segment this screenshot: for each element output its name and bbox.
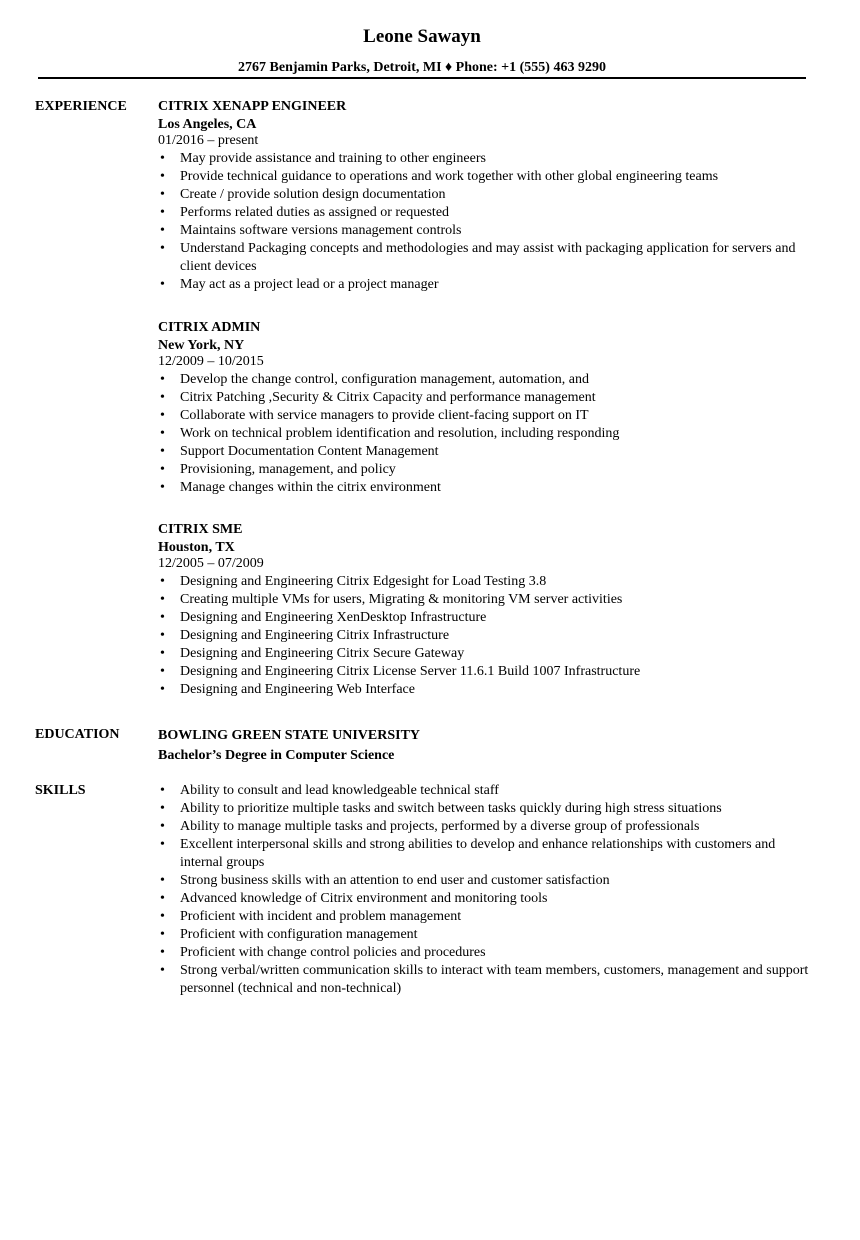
job-bullet-list [158, 573, 818, 699]
list-item: • Create / provide solution design documentation [158, 186, 818, 204]
job-dates: 12/2005 – 07/2009 [158, 556, 264, 571]
header-divider [38, 77, 806, 79]
job-title: CITRIX SME [158, 522, 243, 537]
section-heading-skills: SKILLS [35, 783, 86, 798]
job-title: CITRIX XENAPP ENGINEER [158, 99, 347, 114]
list-item: • Strong verbal/written communication skills to interact with team members, customers, management and support personnel (technical and non-technical) [158, 962, 818, 998]
list-item: • Proficient with configuration management [158, 926, 818, 944]
list-item: • Proficient with incident and problem management [158, 908, 818, 926]
list-item: • Maintains software versions management controls [158, 222, 818, 240]
list-item: • Excellent interpersonal skills and strong abilities to develop and enhance relationships with customers and internal groups [158, 836, 818, 872]
list-item: • Advanced knowledge of Citrix environment and monitoring tools [158, 890, 818, 908]
job-title: CITRIX ADMIN [158, 320, 261, 335]
skills-entry [158, 780, 818, 998]
list-item: • Manage changes within the citrix environment [158, 479, 818, 497]
job-dates: 12/2009 – 10/2015 [158, 354, 264, 369]
list-item: • Performs related duties as assigned or requested [158, 204, 818, 222]
list-item: • Ability to consult and lead knowledgeable technical staff [158, 782, 818, 800]
job-dates: 01/2016 – present [158, 133, 259, 148]
list-item: • Ability to manage multiple tasks and projects, performed by a diverse group of professionals [158, 818, 818, 836]
job-entry [158, 98, 818, 294]
list-item: • Designing and Engineering Citrix Infrastructure [158, 627, 818, 645]
list-item: • Provide technical guidance to operations and work together with other global engineering teams [158, 168, 818, 186]
job-entry [158, 521, 818, 699]
section-heading-education: EDUCATION [35, 727, 120, 742]
job-location: New York, NY [158, 338, 245, 353]
list-item: • Proficient with change control policies and procedures [158, 944, 818, 962]
list-item: • Designing and Engineering Web Interface [158, 681, 818, 699]
list-item: • Understand Packaging concepts and methodologies and may assist with packaging application for servers and client devices [158, 240, 818, 276]
job-entry [158, 319, 818, 497]
list-item: • Develop the change control, configuration management, automation, and [158, 371, 818, 389]
job-bullet-list [158, 150, 818, 294]
contact-line: 2767 Benjamin Parks, Detroit, MI ♦ Phone: +1 (555) 463 9290 [238, 60, 606, 75]
list-item: • Designing and Engineering Citrix License Server 11.6.1 Build 1007 Infrastructure [158, 663, 818, 681]
job-location: Los Angeles, CA [158, 117, 257, 132]
list-item: • Work on technical problem identification and resolution, including responding [158, 425, 818, 443]
school-name: BOWLING GREEN STATE UNIVERSITY [158, 728, 421, 743]
list-item: • May act as a project lead or a project manager [158, 276, 818, 294]
list-item: • Ability to prioritize multiple tasks and switch between tasks quickly during high stress situations [158, 800, 818, 818]
list-item: • Collaborate with service managers to provide client-facing support on IT [158, 407, 818, 425]
list-item: • Provisioning, management, and policy [158, 461, 818, 479]
list-item: • May provide assistance and training to other engineers [158, 150, 818, 168]
list-item: • Designing and Engineering Citrix Edgesight for Load Testing 3.8 [158, 573, 818, 591]
list-item: • Creating multiple VMs for users, Migrating & monitoring VM server activities [158, 591, 818, 609]
job-bullet-list [158, 371, 818, 497]
section-heading-experience: EXPERIENCE [35, 99, 127, 114]
degree: Bachelor’s Degree in Computer Science [158, 748, 395, 763]
education-entry [158, 726, 818, 766]
job-location: Houston, TX [158, 540, 235, 555]
candidate-name: Leone Sawayn [363, 26, 481, 47]
list-item: • Support Documentation Content Management [158, 443, 818, 461]
list-item: • Designing and Engineering Citrix Secure Gateway [158, 645, 818, 663]
list-item: • Citrix Patching ,Security & Citrix Capacity and performance management [158, 389, 818, 407]
skills-list [158, 782, 818, 998]
list-item: • Strong business skills with an attention to end user and customer satisfaction [158, 872, 818, 890]
list-item: • Designing and Engineering XenDesktop Infrastructure [158, 609, 818, 627]
